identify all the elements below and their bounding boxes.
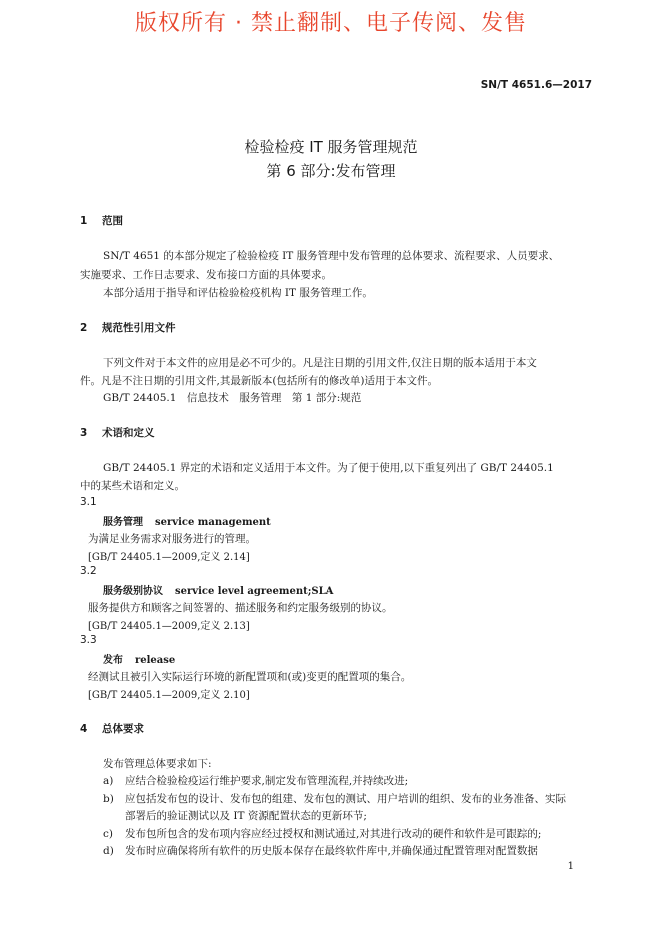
section-3-paragraph-cont: 中的某些术语和定义。 — [80, 480, 185, 492]
list-item-text-cont: 部署后的验证测试以及 IT 资源配置状态的更新环节; — [125, 810, 367, 822]
term-zh: 服务管理 — [103, 517, 143, 528]
list-item-label: a) — [103, 775, 114, 787]
term-en: release — [135, 655, 176, 666]
list-item-label: b) — [103, 793, 114, 805]
section-1-heading — [80, 213, 123, 228]
section-number: 2 — [80, 322, 88, 334]
term-source: [GB/T 24405.1—2009,定义 2.10] — [88, 690, 250, 701]
term-definition: 经测试且被引入实际运行环境的新配置项和(或)变更的配置项的集合。 — [88, 671, 412, 683]
term-zh: 服务级别协议 — [103, 586, 163, 597]
term-number: 3.1 — [80, 496, 97, 508]
list-item-text: 应结合检验检疫运行维护要求,制定发布管理流程,并持续改进; — [125, 775, 409, 787]
term-source: [GB/T 24405.1—2009,定义 2.14] — [88, 552, 250, 563]
list-item — [103, 843, 538, 858]
list-item — [103, 826, 541, 841]
term-zh: 发布 — [103, 655, 123, 666]
term-number: 3.2 — [80, 565, 97, 577]
section-2-paragraph: 下列文件对于本文件的应用是必不可少的。凡是注日期的引用文件,仅注日期的版本适用于本文 — [103, 357, 537, 369]
list-item-text: 应包括发布包的设计、发布包的组建、发布包的测试、用户培训的组织、发布的业务准备、实际 — [125, 793, 566, 805]
section-3-paragraph: GB/T 24405.1 界定的术语和定义适用于本文件。为了便于使用,以下重复列出了 GB/T 24405.1 — [103, 462, 554, 474]
term-number: 3.3 — [80, 634, 97, 646]
section-2-heading — [80, 320, 176, 335]
document-number: SN/T 4651.6—2017 — [480, 79, 592, 91]
page-number: 1 — [567, 861, 574, 872]
section-4-intro: 发布管理总体要求如下: — [103, 758, 212, 770]
list-item-label: d) — [103, 845, 114, 857]
section-title: 规范性引用文件 — [102, 322, 176, 334]
section-1-paragraph: SN/T 4651 的本部分规定了检验检疫 IT 服务管理中发布管理的总体要求、流程要求、人员要求、 — [103, 250, 560, 262]
term-heading — [103, 582, 333, 597]
section-title: 术语和定义 — [102, 427, 155, 439]
section-1-paragraph-cont: 实施要求、工作日志要求、发布接口方面的具体要求。 — [80, 269, 332, 281]
term-source: [GB/T 24405.1—2009,定义 2.13] — [88, 621, 250, 632]
section-number: 1 — [80, 215, 88, 227]
list-item-label: c) — [103, 828, 113, 840]
section-4-heading — [80, 721, 144, 736]
document-title: 检验检疫 IT 服务管理规范 — [244, 138, 418, 156]
term-en: service level agreement;SLA — [175, 586, 334, 597]
list-item — [103, 791, 566, 806]
section-2-paragraph-cont: 件。凡是不注日期的引用文件,其最新版本(包括所有的修改单)适用于本文件。 — [80, 375, 439, 387]
term-heading — [103, 513, 271, 528]
section-title: 范围 — [102, 215, 123, 227]
section-title: 总体要求 — [102, 723, 144, 735]
list-item-text: 发布包所包含的发布项内容应经过授权和测试通过,对其进行改动的硬件和软件是可跟踪的; — [125, 828, 542, 840]
term-heading — [103, 651, 175, 666]
term-definition: 为满足业务需求对服务进行的管理。 — [88, 533, 256, 545]
document-subtitle: 第 6 部分:发布管理 — [266, 162, 396, 180]
section-number: 3 — [80, 427, 88, 439]
list-item-text: 发布时应确保将所有软件的历史版本保存在最终软件库中,并确保通过配置管理对配置数据 — [125, 845, 538, 857]
term-definition: 服务提供方和顾客之间签署的、描述服务和约定服务级别的协议。 — [88, 602, 393, 614]
normative-reference: GB/T 24405.1 信息技术 服务管理 第 1 部分:规范 — [103, 392, 362, 404]
section-3-heading — [80, 425, 155, 440]
watermark: 版权所有 · 禁止翻制、电子传阅、发售 — [135, 11, 527, 36]
section-1-applicability: 本部分适用于指导和评估检验检疫机构 IT 服务管理工作。 — [103, 287, 373, 299]
term-en: service management — [155, 517, 271, 528]
list-item — [103, 773, 408, 788]
section-number: 4 — [80, 723, 88, 735]
